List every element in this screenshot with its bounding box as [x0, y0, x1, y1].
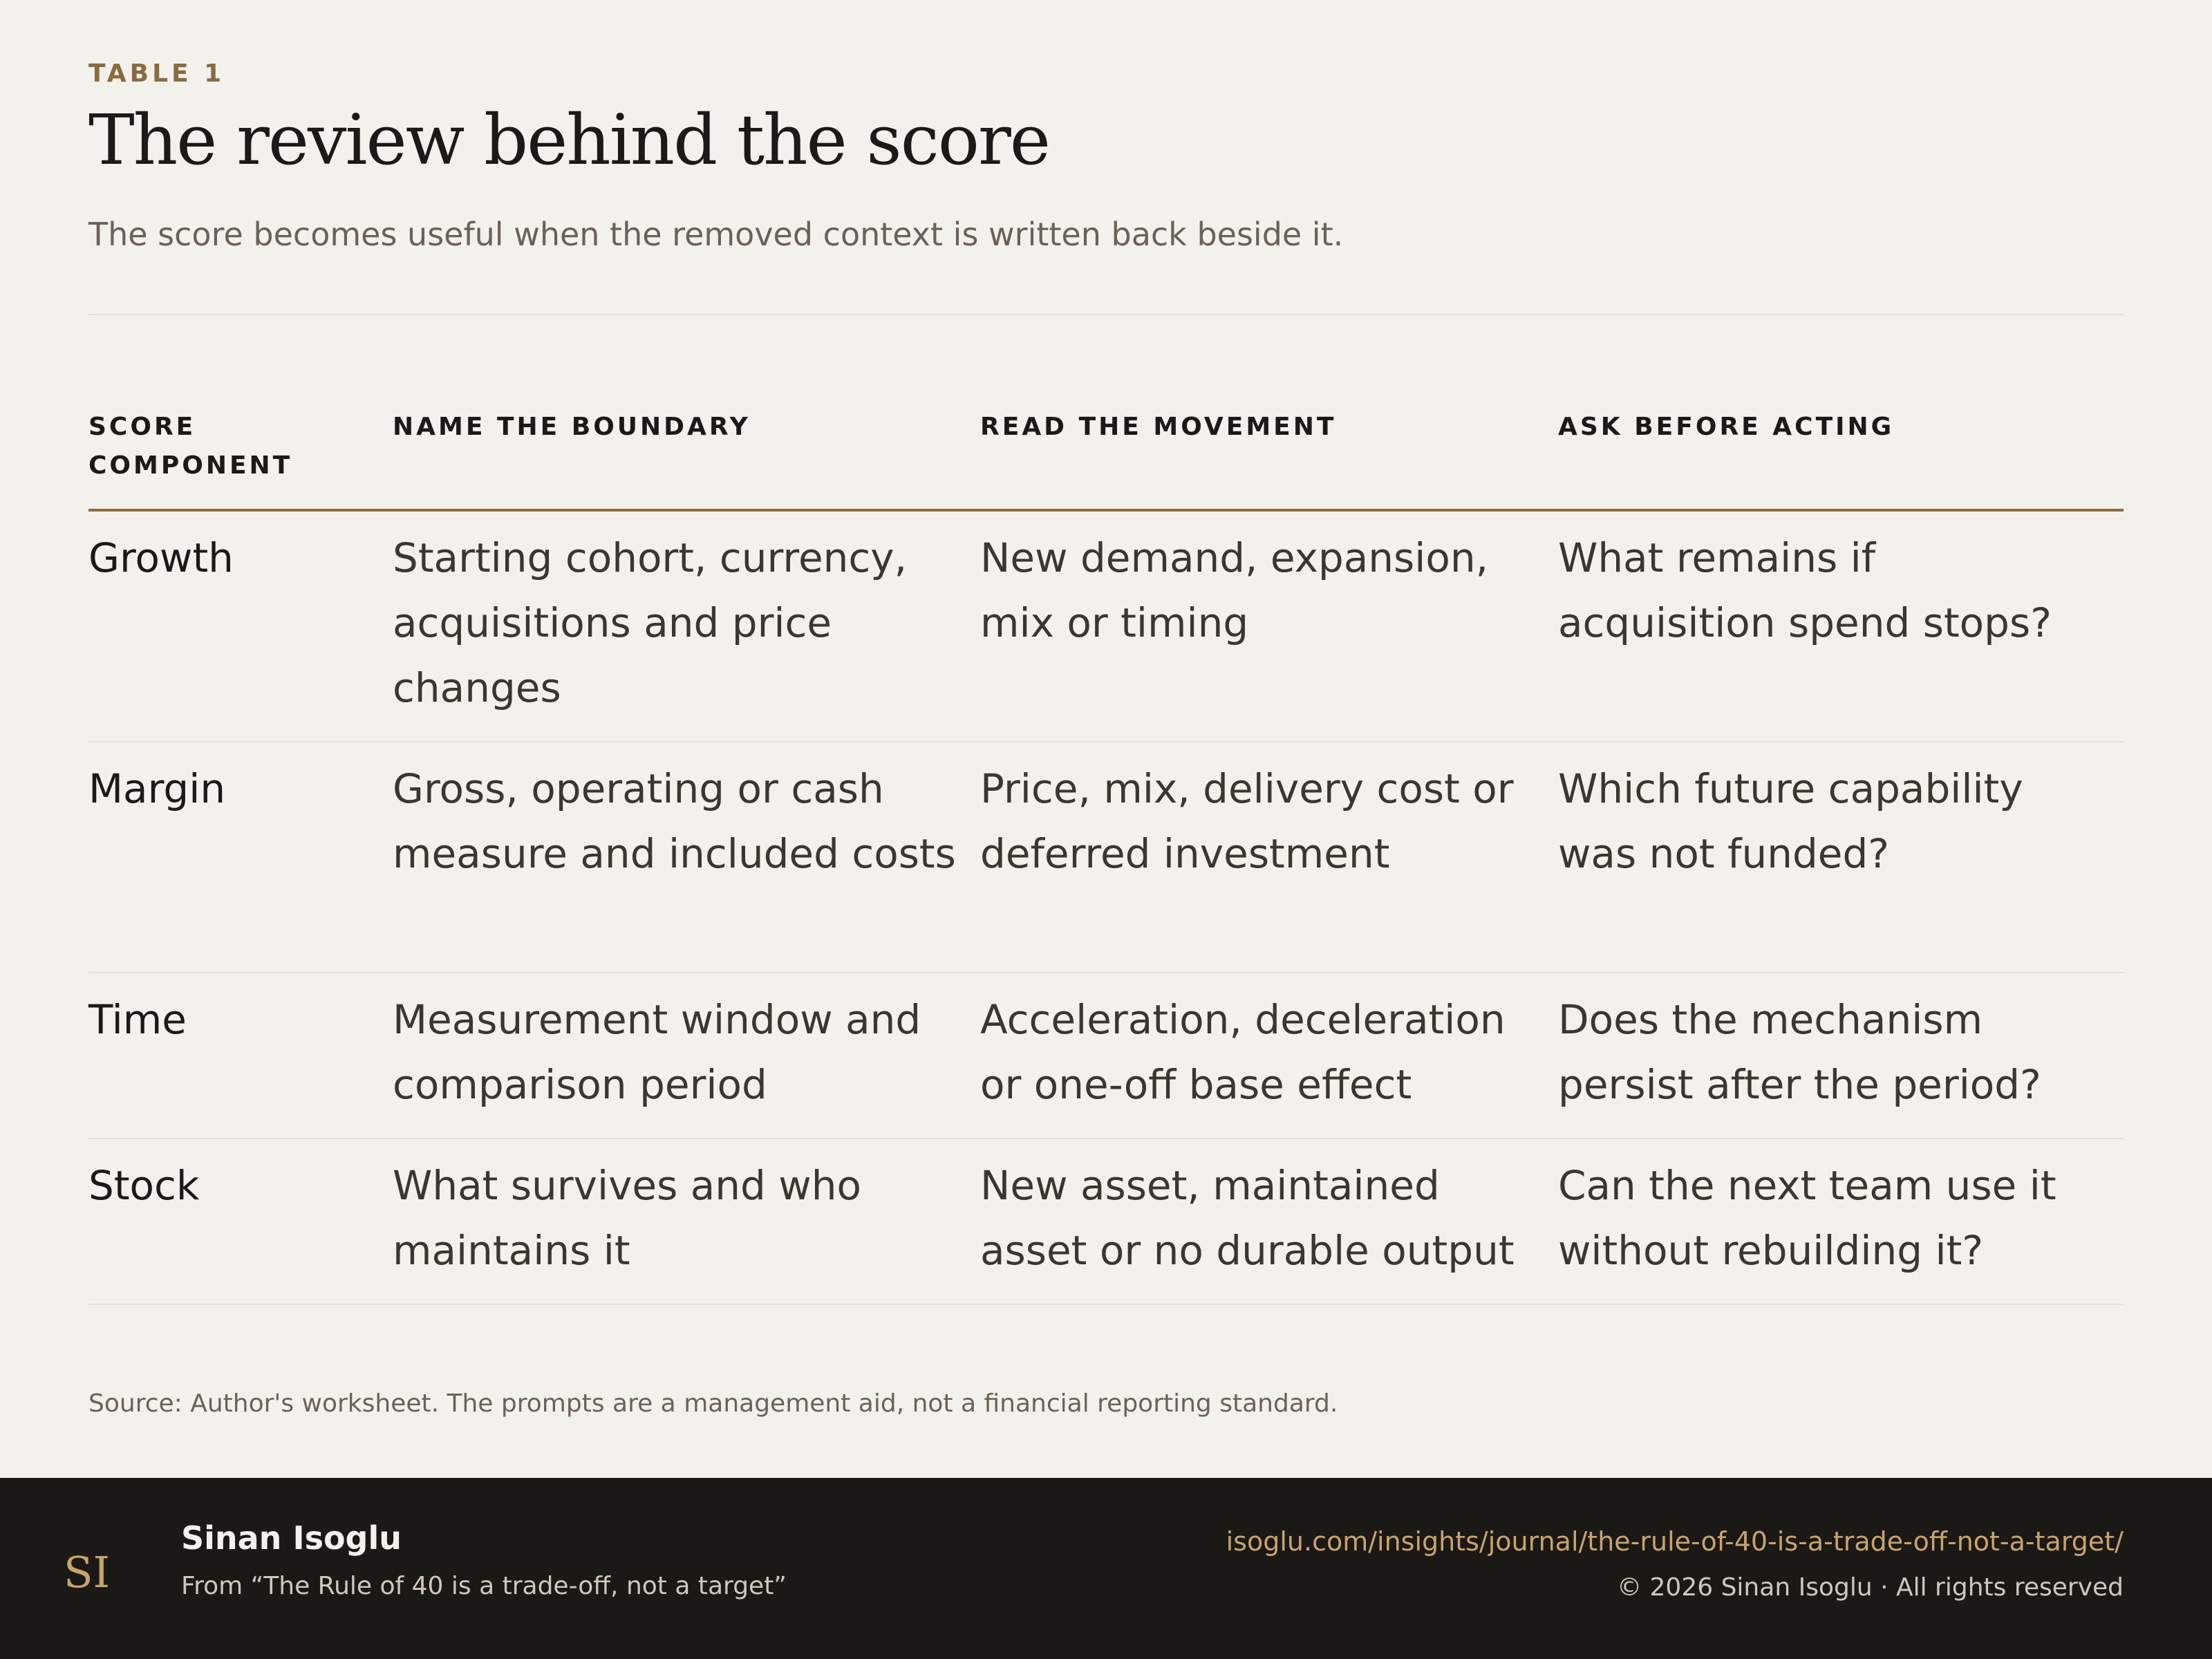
table-cell: Price, mix, delivery cost or deferred investment — [980, 765, 1514, 877]
source-note: Source: Author's worksheet. The prompts are a management aid, not a financial reporting standard. — [88, 1389, 1338, 1418]
column-header-score-component: SCORE COMPONENT — [88, 413, 293, 480]
table-cell: Does the mechanism persist after the period? — [1558, 996, 2041, 1108]
monogram-logo-text: SI — [64, 1547, 110, 1597]
column-header-name-the-boundary: NAME THE BOUNDARY — [393, 413, 751, 441]
table-cell: Gross, operating or cash measure and included costs — [393, 765, 956, 877]
row-label: Margin — [88, 765, 226, 812]
table-cell: Which future capability was not funded? — [1558, 765, 2023, 877]
table-label: TABLE 1 — [88, 59, 225, 88]
page-subtitle: The score becomes useful when the removed context is written back beside it. — [88, 216, 1344, 253]
article-link[interactable]: isoglu.com/insights/journal/the-rule-of-40-is-a-trade-off-not-a-target/ — [1226, 1526, 2124, 1557]
table-row — [88, 512, 2124, 742]
table-cell: Starting cohort, currency, acquisitions and price changes — [393, 534, 908, 711]
table-cell: New asset, maintained asset or no durable output — [980, 1162, 1515, 1274]
table-row — [88, 742, 2124, 973]
footer — [0, 1478, 2212, 1659]
table-cell: What survives and who maintains it — [393, 1162, 861, 1274]
table-cell: Measurement window and comparison period — [393, 996, 921, 1108]
article-reference: From “The Rule of 40 is a trade-off, not a target” — [181, 1572, 787, 1600]
table-cell: What remains if acquisition spend stops? — [1558, 534, 2052, 646]
review-table — [88, 408, 2124, 1305]
author-name: Sinan Isoglu — [181, 1519, 402, 1557]
divider — [88, 314, 2124, 315]
copyright-notice: © 2026 Sinan Isoglu · All rights reserved — [1617, 1573, 2124, 1602]
page-title: The review behind the score — [88, 100, 1049, 180]
table-cell: New demand, expansion, mix or timing — [980, 534, 1489, 646]
column-header-ask-before-acting: ASK BEFORE ACTING — [1558, 413, 1895, 441]
row-label: Stock — [88, 1162, 200, 1209]
table-row — [88, 973, 2124, 1139]
table-row — [88, 1139, 2124, 1305]
table-cell: Acceleration, deceleration or one-off base effect — [980, 996, 1506, 1108]
table-cell: Can the next team use it without rebuilding it? — [1558, 1162, 2056, 1274]
row-label: Time — [88, 996, 187, 1043]
monogram-logo-icon — [61, 1539, 123, 1601]
row-label: Growth — [88, 534, 234, 581]
column-header-read-the-movement: READ THE MOVEMENT — [980, 413, 1337, 441]
table-header — [88, 408, 2124, 512]
